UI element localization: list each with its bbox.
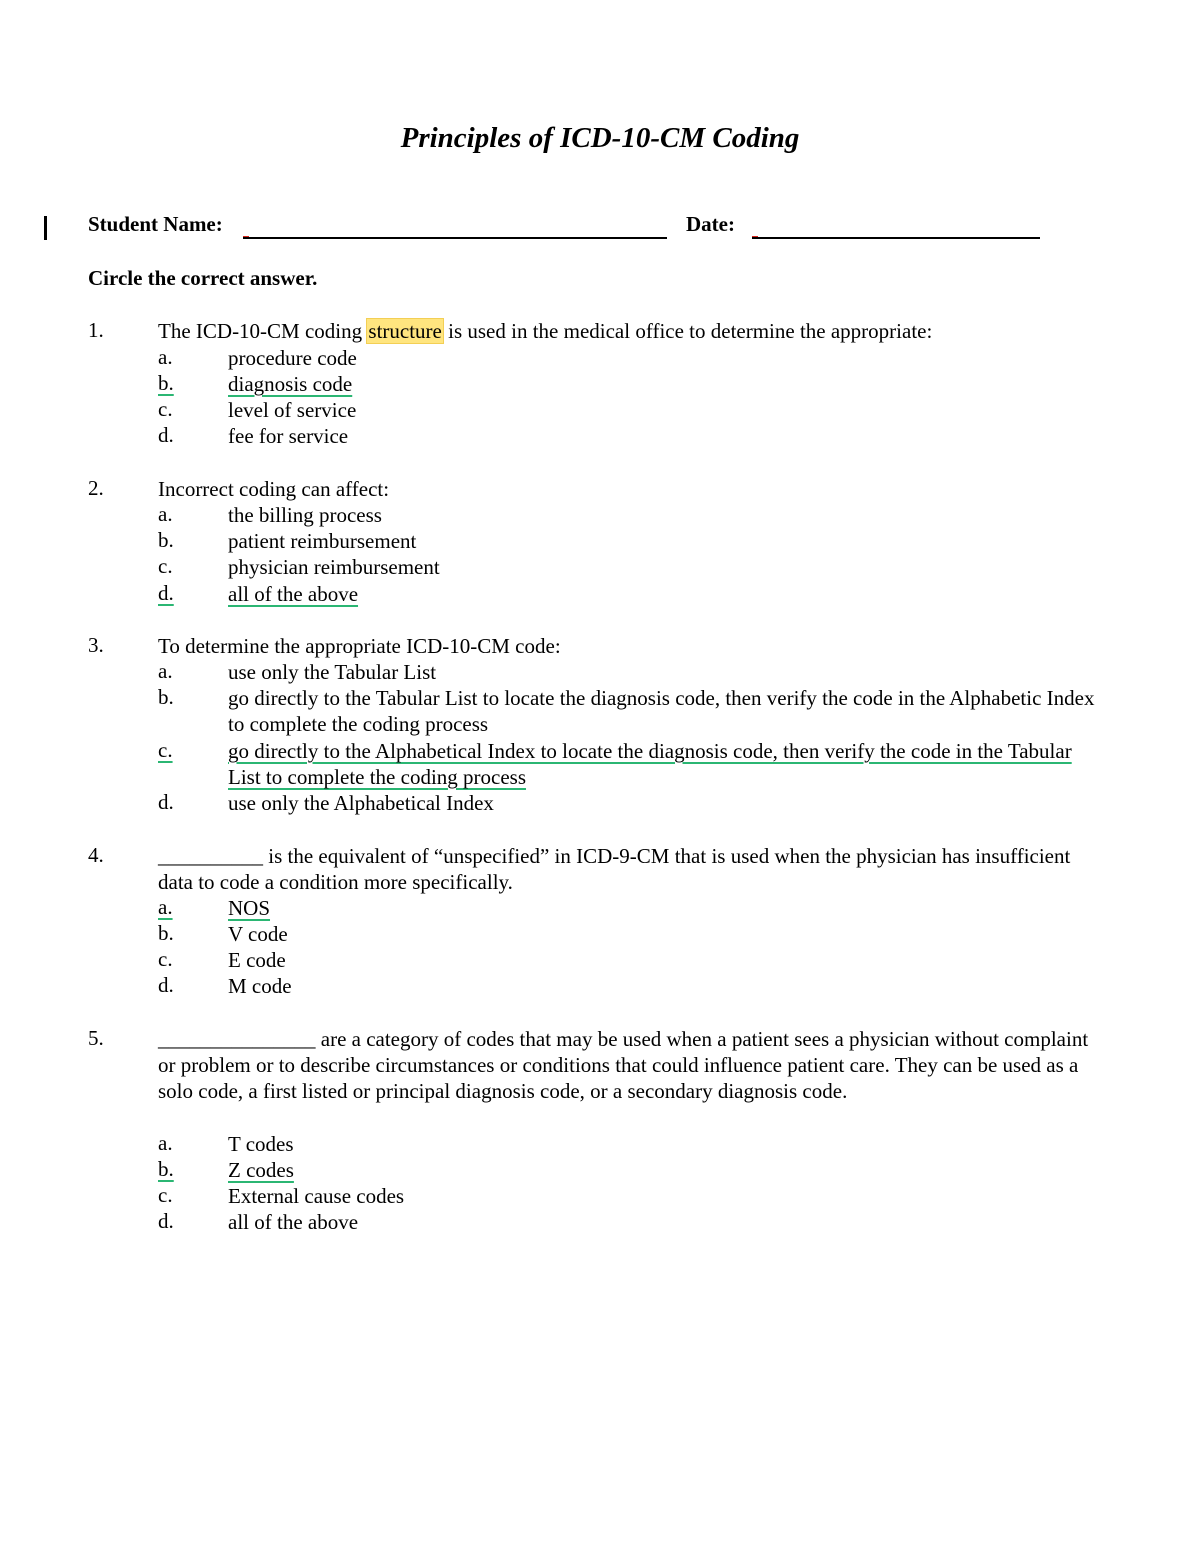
answer-option[interactable]: [228, 581, 1108, 607]
question-text-part: is used in the medical office to determine the appropriate:: [442, 319, 933, 343]
answer-option[interactable]: [228, 1157, 1108, 1183]
question-text: __________ is the equivalent of “unspecified” in ICD-9-CM that is used when the physician has insufficient data to code a condition more specifically.: [158, 844, 1071, 894]
answer-option-text: go directly to the Alphabetical Index to locate the diagnosis code, then verify the code in the Tabular List to complete the coding process: [228, 739, 1072, 789]
answer-option[interactable]: V code: [228, 922, 288, 946]
answer-option[interactable]: [228, 738, 1108, 790]
question-number: 3.: [88, 633, 104, 657]
answer-option[interactable]: use only the Alphabetical Index: [228, 791, 494, 815]
question-number: 1.: [88, 318, 104, 342]
answer-option[interactable]: E code: [228, 948, 286, 972]
option-letter: c.: [158, 738, 173, 762]
option-letter: b.: [158, 685, 174, 709]
option-letter: d.: [158, 581, 174, 605]
option-letter: a.: [158, 502, 173, 526]
answer-option-text: diagnosis code: [228, 372, 353, 396]
question-number: 4.: [88, 843, 104, 867]
option-letter: c.: [158, 554, 173, 578]
date-label: Date:: [686, 212, 735, 236]
option-letter: d.: [158, 790, 174, 814]
answer-option[interactable]: fee for service: [228, 424, 349, 448]
change-bar: [44, 216, 47, 240]
answer-option[interactable]: procedure code: [228, 346, 357, 370]
answer-option[interactable]: use only the Tabular List: [228, 660, 437, 684]
question-text: Incorrect coding can affect:: [158, 477, 390, 501]
answer-option[interactable]: External cause codes: [228, 1184, 405, 1208]
question-text: _______________ are a category of codes that may be used when a patient sees a physician without complaint or problem or to describe circumstances or conditions that could influence patient care. They can be used as a solo code, a first listed or principal diagnosis code, or a secondary diagnosis code.: [158, 1027, 1089, 1103]
page-title: Principles of ICD-10-CM Coding: [400, 122, 800, 154]
option-letter: b.: [158, 371, 174, 395]
answer-option-text: Z codes: [228, 1158, 294, 1182]
answer-option[interactable]: level of service: [228, 398, 357, 422]
option-letter: d.: [158, 973, 174, 997]
option-letter: b.: [158, 528, 174, 552]
answer-option[interactable]: go directly to the Tabular List to locate the diagnosis code, then verify the code in the Alphabetic Index to complete the coding process: [228, 686, 1095, 736]
option-letter: d.: [158, 423, 174, 447]
question-text-part: The ICD-10-CM coding: [158, 319, 368, 343]
student-name-label: Student Name:: [88, 212, 223, 236]
answer-option[interactable]: physician reimbursement: [228, 555, 440, 579]
option-letter: c.: [158, 397, 173, 421]
answer-option[interactable]: patient reimbursement: [228, 529, 417, 553]
answer-option[interactable]: [228, 371, 1108, 397]
answer-option-text: all of the above: [228, 582, 359, 606]
option-letter: c.: [158, 1183, 173, 1207]
question-text: To determine the appropriate ICD-10-CM code:: [158, 634, 561, 658]
option-letter: a.: [158, 345, 173, 369]
answer-option[interactable]: all of the above: [228, 1210, 359, 1234]
option-letter: a.: [158, 1131, 173, 1155]
instructions: Circle the correct answer.: [88, 266, 318, 290]
date-field[interactable]: [752, 237, 1040, 239]
answer-option[interactable]: M code: [228, 974, 292, 998]
question-number: 2.: [88, 476, 104, 500]
highlighted-word: structure: [368, 319, 442, 343]
student-info-line: [88, 212, 1088, 242]
option-letter: b.: [158, 1157, 174, 1181]
answer-option-text: NOS: [228, 896, 271, 920]
option-letter: b.: [158, 921, 174, 945]
question-text: [158, 318, 1108, 344]
option-letter: c.: [158, 947, 173, 971]
option-letter: a.: [158, 895, 173, 919]
student-name-field[interactable]: [243, 237, 667, 239]
answer-option[interactable]: [228, 895, 1108, 921]
answer-option[interactable]: the billing process: [228, 503, 382, 527]
option-letter: a.: [158, 659, 173, 683]
question-number: 5.: [88, 1026, 104, 1050]
answer-option[interactable]: T codes: [228, 1132, 294, 1156]
option-letter: d.: [158, 1209, 174, 1233]
